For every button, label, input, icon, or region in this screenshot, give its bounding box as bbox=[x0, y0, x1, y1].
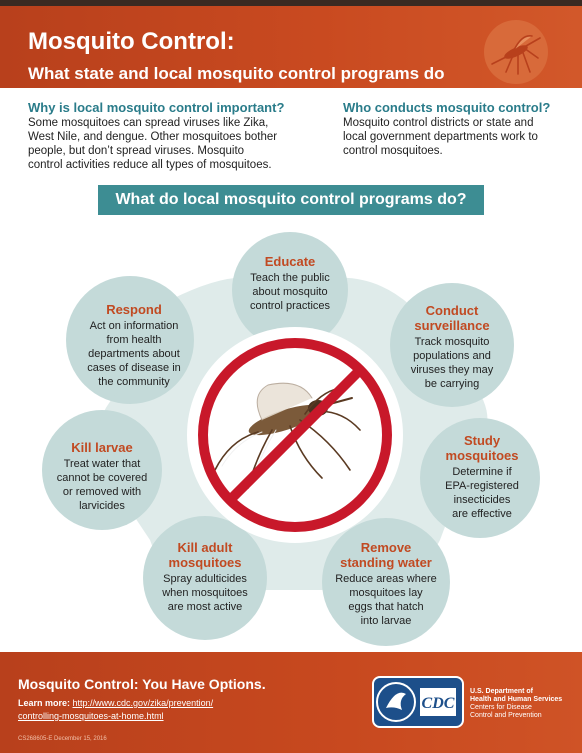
hhs-cdc-logo bbox=[372, 676, 464, 728]
why-paragraph: Some mosquitoes can spread viruses like Zika, West Nile, and dengue. Other mosquitoes bother people, but don’t spread viruses. Mosquito control activities reduce all types of mosquitoes. bbox=[28, 117, 278, 171]
learn-more: Learn more: http://www.cdc.gov/zika/prevention/ controlling-mosquitoes-at-home.html bbox=[18, 698, 214, 721]
why-heading: Why is local mosquito control important? bbox=[28, 100, 285, 115]
activity-kill-adults: Kill adult mosquitoes Spray adulticides when mosquitoes are most active bbox=[162, 540, 248, 613]
who-heading: Who conducts mosquito control? bbox=[343, 100, 551, 115]
department-name: U.S. Department of Health and Human Services Centers for Disease Control and Prevention bbox=[470, 688, 563, 719]
activity-kill-larvae: Kill larvae Treat water that cannot be covered or removed with larvicides bbox=[56, 440, 148, 512]
document-code: CS268605-E December 15, 2016 bbox=[18, 736, 107, 742]
activity-standing-water: Remove standing water Reduce areas where mosquitoes lay eggs that hatch into larvae bbox=[335, 540, 437, 627]
activity-surveillance: Conduct surveillance Track mosquito populations and viruses they may be carrying bbox=[410, 303, 494, 390]
page-title: Mosquito Control: bbox=[28, 28, 235, 55]
svg-text:CDC: CDC bbox=[421, 695, 455, 712]
section-banner: What do local mosquito control programs do? bbox=[98, 185, 484, 215]
footer-band bbox=[0, 652, 582, 753]
learn-more-link-cont[interactable]: controlling-mosquitoes-at-home.html bbox=[18, 711, 164, 721]
footer-title: Mosquito Control: You Have Options. bbox=[18, 676, 266, 692]
learn-more-link[interactable]: http://www.cdc.gov/zika/prevention/ bbox=[72, 698, 214, 708]
activity-study: Study mosquitoes Determine if EPA-registered insecticides are effective bbox=[445, 433, 519, 520]
who-paragraph: Mosquito control districts or state and local government departments work to control mosquitoes. bbox=[343, 117, 538, 157]
activity-educate: Educate Teach the public about mosquito control practices bbox=[249, 254, 331, 312]
activity-respond: Respond Act on information from health departments about cases of disease in the community bbox=[87, 302, 181, 388]
cdc-logo-icon bbox=[420, 688, 456, 716]
page-subtitle: What state and local mosquito control programs do bbox=[28, 64, 445, 83]
hhs-logo-icon bbox=[377, 683, 415, 721]
